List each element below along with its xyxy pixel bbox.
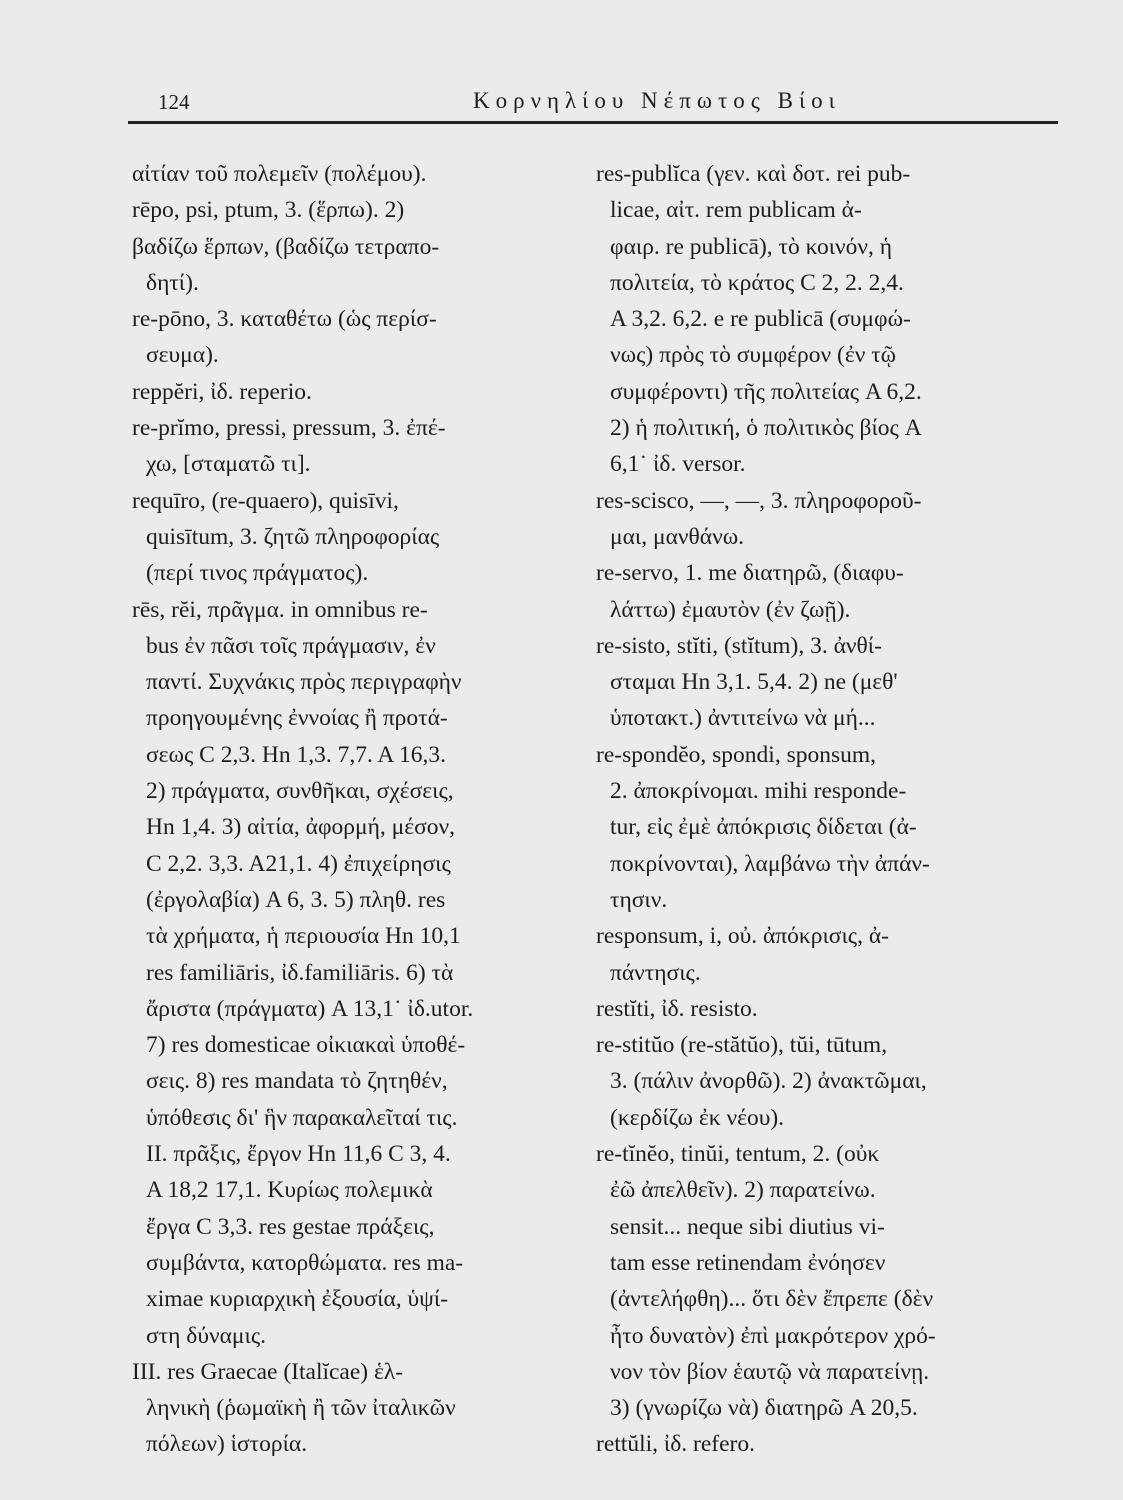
entry-line: 2. ἀποκρίνομαι. mihi responde- <box>610 778 907 805</box>
entry-line: προηγουμένης ἐννοίας ἢ προτά- <box>146 705 448 732</box>
entry-line: re-spondĕo, spondi, sponsum, <box>596 741 877 768</box>
entry-line: rēpo, psi, ptum, 3. (ἕρπω). 2) <box>132 197 405 224</box>
entry-line: requīro, (re-quaero), quisīvi, <box>132 487 399 514</box>
entry-line: 7) res domesticae οἰκιακαὶ ὑποθέ- <box>146 1032 466 1059</box>
entry-line: νον τὸν βίον ἑαυτῷ νὰ παρατείνῃ. <box>610 1358 930 1385</box>
entry-line: res familiāris, ἰδ.familiāris. 6) τὰ <box>146 959 454 986</box>
entry-line: αἰτίαν τοῦ πολεμεῖν (πολέμου). <box>132 161 427 187</box>
entry-line: συμβάντα, κατορθώματα. res ma- <box>146 1249 464 1276</box>
entry-line: responsum, i, οὐ. ἀπόκρισις, ἀ- <box>596 923 889 950</box>
entry-line: (ἀντελήφθη)... ὅτι δὲν ἔπρεπε (δὲν <box>610 1286 934 1313</box>
entry-line: ἄριστα (πράγματα) A 13,1˙ ἰδ.utor. <box>146 995 474 1022</box>
entry-line: bus ἐν πᾶσι τοῖς πράγμασιν, ἐν <box>146 632 436 659</box>
entry-line: 6,1˙ ἰδ. versor. <box>610 451 746 478</box>
left-column <box>132 156 572 1463</box>
entry-line: λάττω) ἐμαυτὸν (ἐν ζωῇ). <box>610 596 851 623</box>
running-title: Κορνηλίου Νέπωτος Βίοι <box>473 88 841 113</box>
entry-line: τὰ χρήματα, ἡ περιουσία Hn 10,1 <box>146 923 461 950</box>
entry-line: νως) πρὸς τὸ συμφέρον (ἐν τῷ <box>610 342 897 369</box>
entry-line: re-sisto, stĭti, (stĭtum), 3. ἀνθί- <box>596 632 882 659</box>
entry-line: tam esse retinendam ἐνόησεν <box>610 1249 886 1276</box>
entry-line: ἦτο δυνατὸν) ἐπὶ μακρότερον χρό- <box>610 1322 936 1349</box>
entry-line: II. πρᾶξις, ἔργον Hn 11,6 C 3, 4. <box>146 1141 451 1168</box>
page-number: 124 <box>158 90 190 114</box>
entry-line: 3) (γνωρίζω νὰ) διατηρῶ A 20,5. <box>610 1395 918 1422</box>
entry-line: ἐῶ ἀπελθεῖν). 2) παρατείνω. <box>610 1177 876 1204</box>
entry-line: χω, [σταματῶ τι]. <box>146 451 311 478</box>
entry-line: σευμα). <box>146 342 219 369</box>
entry-line: III. res Graecae (Italĭcae) ἑλ- <box>132 1358 404 1385</box>
entry-line: Hn 1,4. 3) αἰτία, ἀφορμή, μέσον, <box>146 814 456 841</box>
entry-line: re-pōno, 3. καταθέτω (ὡς περίσ- <box>132 306 437 333</box>
entry-line: παντί. Συχνάκις πρὸς περιγραφὴν <box>146 669 462 696</box>
entry-line: ληνικὴ (ῥωμαϊκὴ ἢ τῶν ἰταλικῶν <box>146 1395 456 1422</box>
entry-line: σεως C 2,3. Hn 1,3. 7,7. A 16,3. <box>146 741 446 768</box>
entry-line: (ἐργολαβία) A 6, 3. 5) πληθ. res <box>146 886 446 913</box>
entry-line: sensit... neque sibi diutius vi- <box>610 1213 885 1240</box>
entry-line: A 3,2. 6,2. e re publicā (συμφώ- <box>610 306 911 333</box>
entry-line: 2) πράγματα, συνθῆκαι, σχέσεις, <box>146 778 454 805</box>
entry-line: στη δύναμις. <box>146 1322 267 1349</box>
entry-line: σταμαι Hn 3,1. 5,4. 2) ne (μεθ' <box>610 669 898 696</box>
entry-line: res-scisco, —, —, 3. πληροφοροῦ- <box>596 487 922 514</box>
entry-line: re-prĭmo, pressi, pressum, 3. ἐπέ- <box>132 415 446 442</box>
page-header <box>128 80 1058 122</box>
entry-line: συμφέροντι) τῆς πολιτείας A 6,2. <box>610 378 922 405</box>
entry-line: τησιν. <box>610 886 668 913</box>
entry-line: μαι, μανθάνω. <box>610 523 745 550</box>
entry-line: re-stitŭo (re-stătŭo), tŭi, tūtum, <box>596 1032 888 1059</box>
entry-line: 3. (πάλιν ἀνορθῶ). 2) ἀνακτῶμαι, <box>610 1068 927 1095</box>
entry-line: quisītum, 3. ζητῶ πληροφορίας <box>146 523 440 550</box>
entry-line: rēs, rĕi, πρᾶγμα. in omnibus re- <box>132 596 428 623</box>
entry-line: tur, εἰς ἐμὲ ἀπόκρισις δίδεται (ἀ- <box>610 814 917 841</box>
entry-line: ὑποτακτ.) ἀντιτείνω νὰ μή... <box>610 705 876 732</box>
entry-line: A 18,2 17,1. Κυρίως πολεμικὰ <box>146 1177 433 1204</box>
header-rule <box>128 121 1058 124</box>
entry-line: σεις. 8) res mandata τὸ ζητηθέν, <box>146 1068 448 1095</box>
entry-line: φαιρ. re publicā), τὸ κοινόν, ἡ <box>610 233 893 260</box>
entry-line: licae, αἰτ. rem publicam ἀ- <box>610 197 862 224</box>
entry-line: restĭti, ἰδ. resisto. <box>596 995 758 1022</box>
entry-line: C 2,2. 3,3. A21,1. 4) ἐπιχείρησις <box>146 850 451 877</box>
entry-line: ximae κυριαρχικὴ ἐξουσία, ὑψί- <box>146 1286 449 1313</box>
entry-line: ποκρίνονται), λαμβάνω τὴν ἀπάν- <box>610 850 930 877</box>
entry-line: (κερδίζω ἐκ νέου). <box>610 1104 785 1131</box>
entry-line: βαδίζω ἕρπων, (βαδίζω τετραπο- <box>132 233 440 260</box>
entry-line: ὑπόθεσις δι' ἣν παρακαλεῖταί τις. <box>146 1104 458 1131</box>
entry-line: res-publĭca (γεν. καὶ δοτ. rei pub- <box>596 161 911 187</box>
entry-line: (περί τινος πράγματος). <box>146 560 369 587</box>
entry-line: πάντησις. <box>610 959 701 986</box>
right-column <box>596 156 1058 1463</box>
entry-line: rettŭli, ἰδ. refero. <box>596 1431 755 1458</box>
entry-line: 2) ἡ πολιτική, ὁ πολιτικὸς βίος A <box>610 415 922 442</box>
entry-line: re-tĭnĕo, tinŭi, tentum, 2. (οὐκ <box>596 1141 880 1168</box>
entry-line: δητί). <box>146 269 199 296</box>
entry-line: ἔργα C 3,3. res gestae πράξεις, <box>146 1213 435 1240</box>
entry-line: πολιτεία, τὸ κράτος C 2, 2. 2,4. <box>610 269 904 296</box>
entry-line: reppĕri, ἰδ. reperio. <box>132 378 312 405</box>
entry-line: re-servo, 1. me διατηρῶ, (διαφυ- <box>596 560 904 587</box>
entry-line: πόλεων) ἱστορία. <box>146 1431 308 1458</box>
